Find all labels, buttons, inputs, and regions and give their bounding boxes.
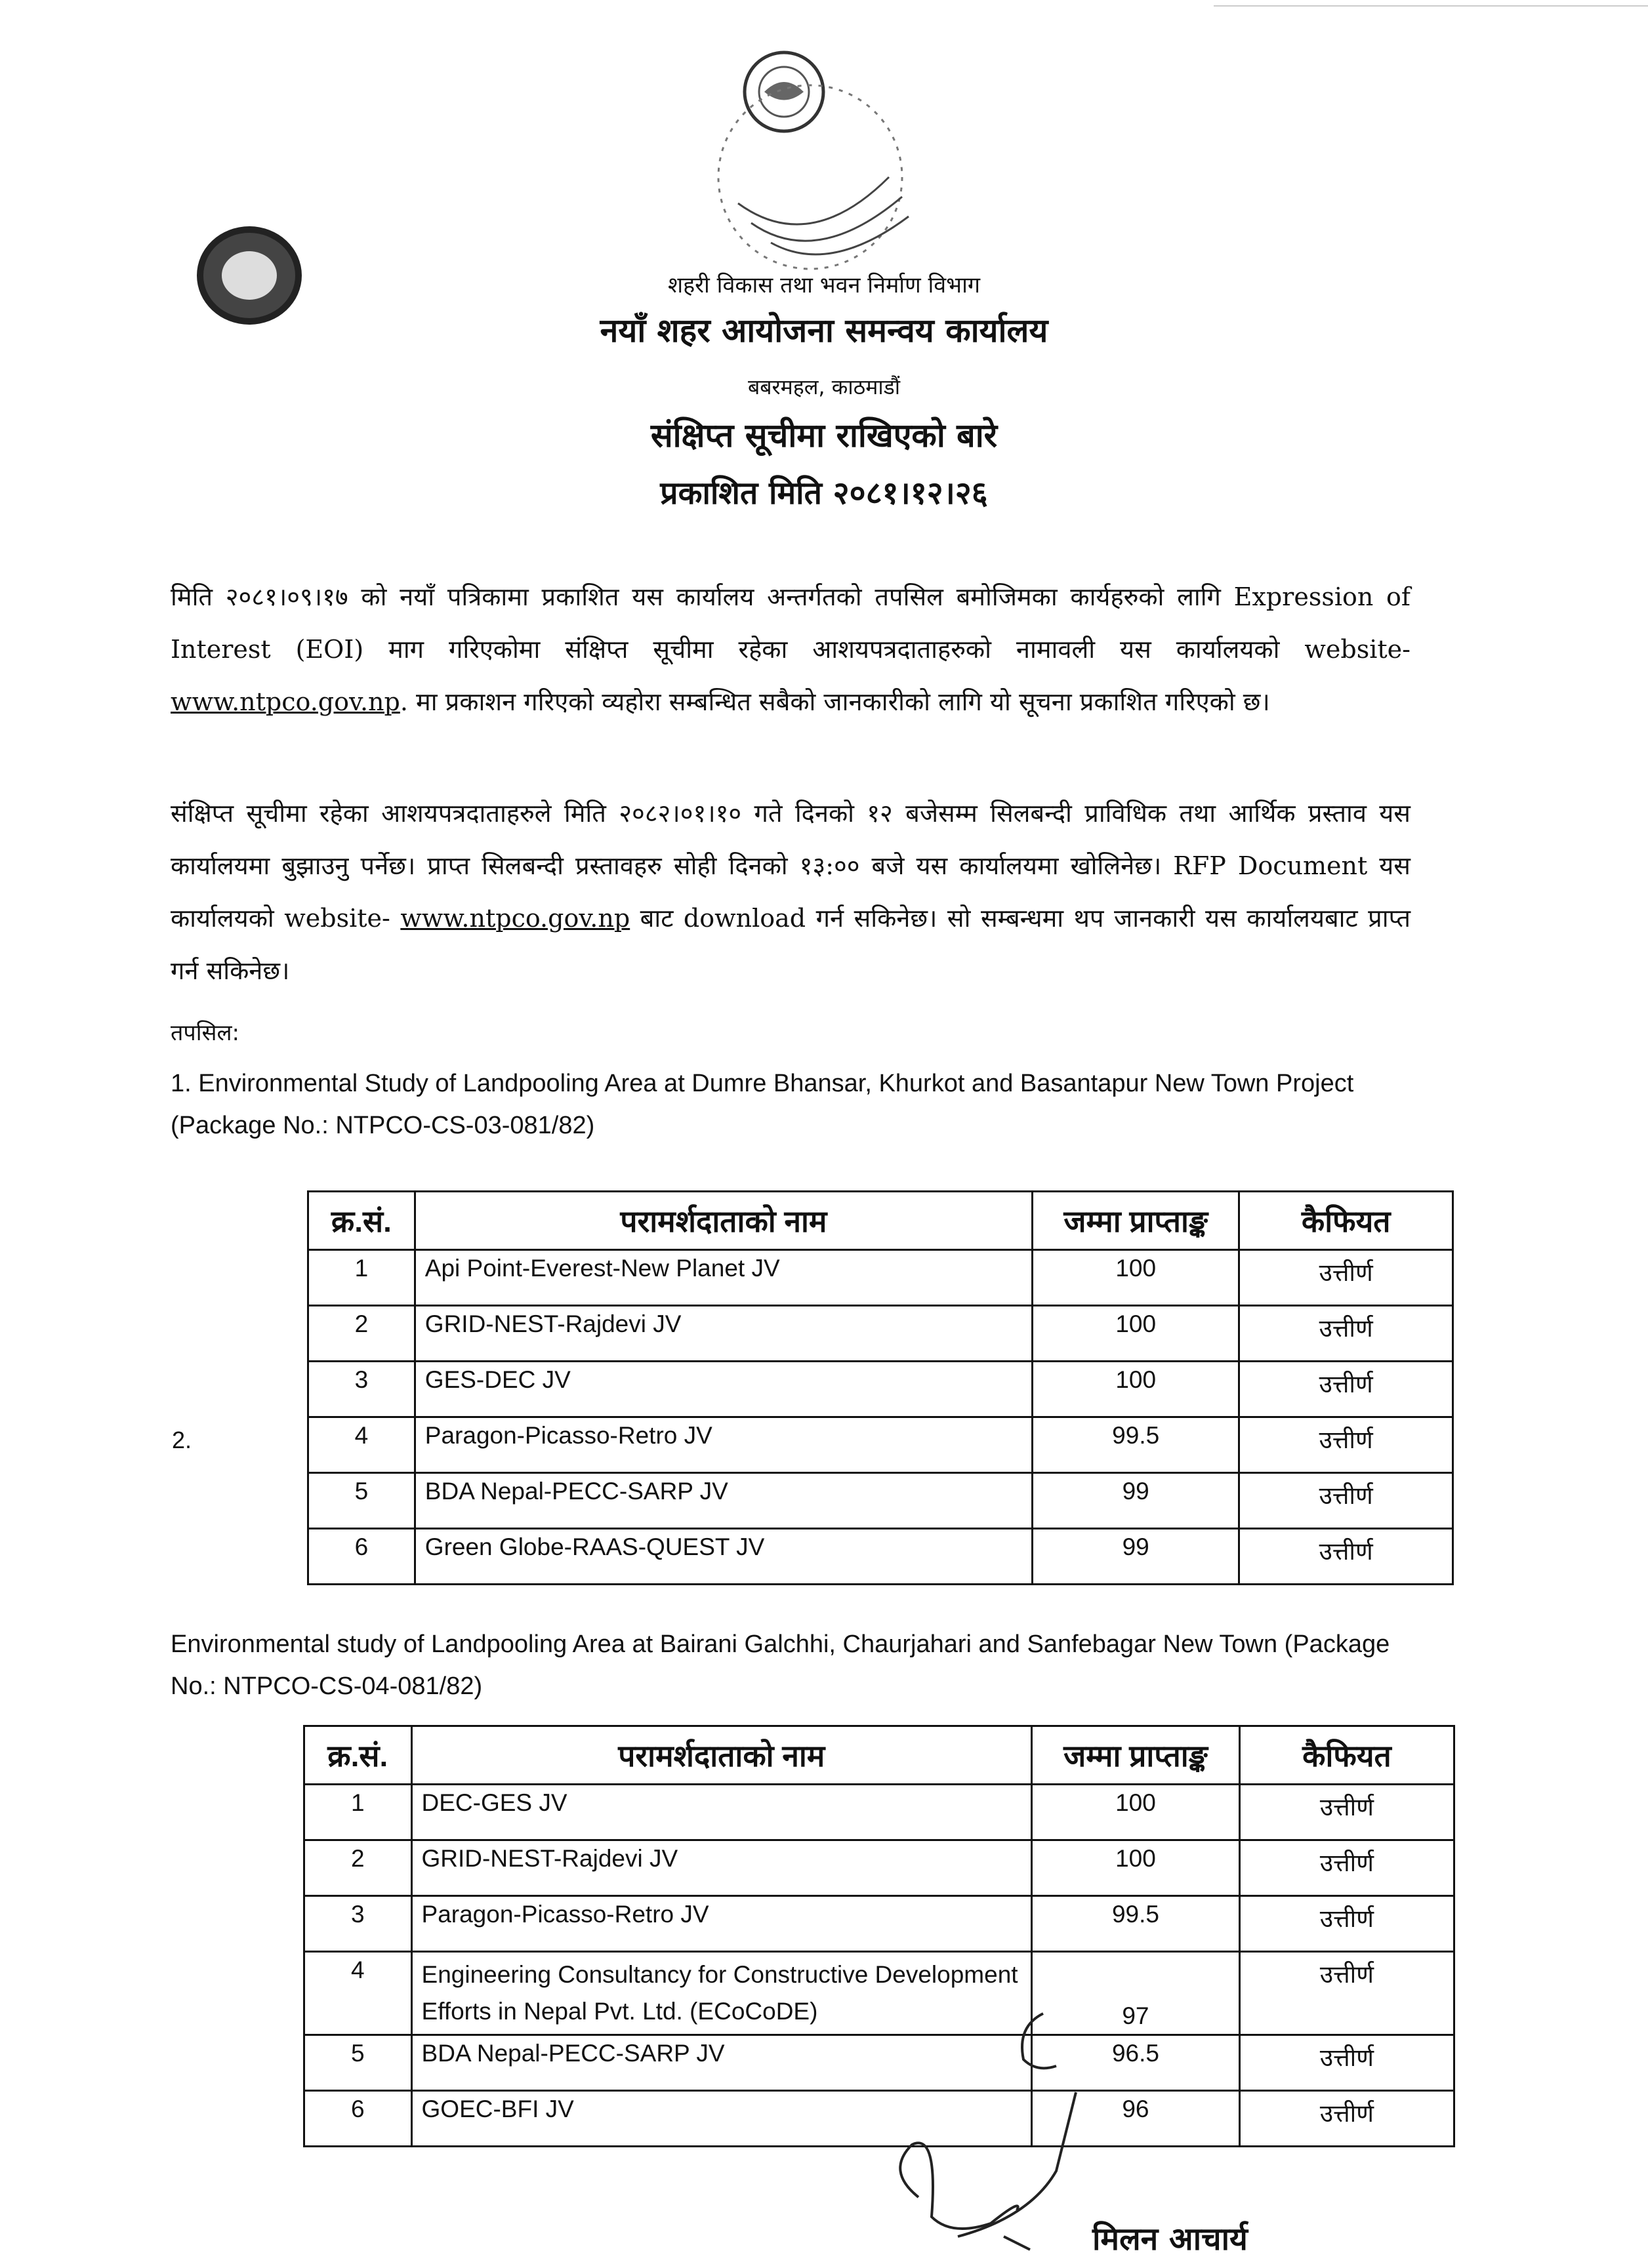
cell-serial: 6	[308, 1529, 415, 1585]
cell-score: 100	[1032, 1840, 1240, 1896]
cell-score: 100	[1032, 1785, 1240, 1840]
cell-score: 99.5	[1032, 1896, 1240, 1952]
signatory-name: मिलन आचार्य	[1092, 2221, 1248, 2258]
cell-remark: उत्तीर्ण	[1239, 1306, 1453, 1362]
cell-consultant: BDA Nepal-PECC-SARP JV	[411, 2035, 1031, 2091]
ministry-name: शहरी विकास तथा भवन निर्माण विभाग	[667, 272, 981, 298]
header-total-score: जम्मा प्राप्ताङ्क	[1032, 1726, 1240, 1785]
cell-serial: 2	[308, 1306, 415, 1362]
cell-score: 100	[1032, 1306, 1239, 1362]
cell-score: 99	[1032, 1473, 1239, 1529]
header-serial: क्र.सं.	[304, 1726, 412, 1785]
table-row	[304, 1840, 1454, 1896]
website-link-2[interactable]: www.ntpco.gov.np	[400, 904, 630, 933]
package-1-title: 1. Environmental Study of Landpooling Area at Dumre Bhansar, Khurkot and Basantapur New Town Project (Package No.: NTPCO-CS-03-081/82)	[171, 1070, 1354, 1139]
header-consultant-name: परामर्शदाताको नाम	[415, 1192, 1032, 1250]
cell-consultant: Engineering Consultancy for Constructive Development Efforts in Nepal Pvt. Ltd. (ECoCoDE)	[411, 1952, 1031, 2035]
table-row	[304, 1896, 1454, 1952]
cell-remark: उत्तीर्ण	[1239, 1952, 1454, 2035]
cell-remark: उत्तीर्ण	[1239, 1785, 1454, 1840]
cell-score: 97	[1032, 1952, 1240, 2035]
cell-consultant: Paragon-Picasso-Retro JV	[411, 1896, 1031, 1952]
table-row	[308, 1362, 1453, 1417]
package-1-table	[307, 1190, 1454, 1585]
cell-remark: उत्तीर्ण	[1239, 1896, 1454, 1952]
cell-consultant: Api Point-Everest-New Planet JV	[415, 1250, 1032, 1306]
cell-serial: 3	[304, 1896, 412, 1952]
cell-serial: 3	[308, 1362, 415, 1417]
office-name: नयाँ शहर आयोजना समन्वय कार्यालय	[600, 312, 1048, 350]
schedule-label: तपसिल:	[171, 1020, 239, 1046]
cell-remark: उत्तीर्ण	[1239, 1473, 1453, 1529]
website-link-1[interactable]: www.ntpco.gov.np	[171, 687, 400, 716]
cell-serial: 5	[304, 2035, 412, 2091]
table-row	[308, 1306, 1453, 1362]
cell-remark: उत्तीर्ण	[1239, 1529, 1453, 1585]
table-row	[308, 1417, 1453, 1473]
table-row	[308, 1529, 1453, 1585]
table-row	[308, 1473, 1453, 1529]
scan-edge-line	[1214, 5, 1648, 7]
table-header-row	[304, 1726, 1454, 1785]
cell-score: 99	[1032, 1529, 1239, 1585]
paragraph-2-text-a: संक्षिप्त सूचीमा रहेका आशयपत्रदाताहरुले मिति २०८२।०१।१० गते दिनको १२ बजेसम्म सिलबन्दी प्राविधिक तथा आर्थिक प्रस्ताव यस कार्यालयमा बुझाउनु पर्नेछ। प्राप्त सिलबन्दी प्रस्तावहरु सोही दिनको १३:०० बजे यस कार्यालयमा खोलिनेछ। RFP Document यस कार्यालयको website-	[171, 799, 1411, 933]
paragraph-1	[171, 571, 1411, 728]
cell-consultant: GRID-NEST-Rajdevi JV	[411, 1840, 1031, 1896]
package-2-title: Environmental study of Landpooling Area at Bairani Galchhi, Chaurjahari and Sanfebagar New Town (Package No.: NTPCO-CS-04-081/82)	[171, 1630, 1390, 1700]
office-address: बबरमहल, काठमाडौं	[747, 375, 901, 399]
header-serial: क्र.सं.	[308, 1192, 415, 1250]
cell-score: 96.5	[1032, 2035, 1240, 2091]
cell-consultant: Green Globe-RAAS-QUEST JV	[415, 1529, 1032, 1585]
cell-consultant: DEC-GES JV	[411, 1785, 1031, 1840]
paragraph-2-text-b: बाट download गर्न सकिनेछ। सो सम्बन्धमा थप जानकारी यस कार्यालयबाट प्राप्त गर्न सकिनेछ।	[171, 904, 1411, 985]
cell-score: 100	[1032, 1250, 1239, 1306]
cell-serial: 1	[308, 1250, 415, 1306]
header-remarks: कैफियत	[1239, 1726, 1454, 1785]
office-seal-stamp	[712, 46, 922, 282]
paragraph-2	[171, 787, 1411, 997]
notice-subject: संक्षिप्त सूचीमा राखिएको बारे	[650, 416, 998, 455]
cell-remark: उत्तीर्ण	[1239, 1840, 1454, 1896]
paragraph-1-text-a: मिति २०८१।०९।१७ को नयाँ पत्रिकामा प्रकाशित यस कार्यालय अन्तर्गतको तपसिल बमोजिमका कार्यहरुको लागि Expression of Interest (EOI) माग गरिएकोमा संक्षिप्त सूचीमा रहेका आशयपत्रदाताहरुको नामावली यस कार्यालयको website-	[171, 582, 1411, 664]
cell-serial: 6	[304, 2091, 412, 2147]
header-remarks: कैफियत	[1239, 1192, 1453, 1250]
cell-score: 100	[1032, 1362, 1239, 1417]
table-header-row	[308, 1192, 1453, 1250]
header-total-score: जम्मा प्राप्ताङ्क	[1032, 1192, 1239, 1250]
table-row	[308, 1250, 1453, 1306]
cell-serial: 4	[304, 1952, 412, 2035]
cell-remark: उत्तीर्ण	[1239, 1362, 1453, 1417]
cell-serial: 5	[308, 1473, 415, 1529]
cell-remark: उत्तीर्ण	[1239, 2091, 1454, 2147]
cell-consultant: GES-DEC JV	[415, 1362, 1032, 1417]
cell-consultant: BDA Nepal-PECC-SARP JV	[415, 1473, 1032, 1529]
cell-serial: 2	[304, 1840, 412, 1896]
cell-remark: उत्तीर्ण	[1239, 1417, 1453, 1473]
table-row	[304, 1785, 1454, 1840]
package-2-number: 2.	[172, 1427, 192, 1453]
cell-score: 99.5	[1032, 1417, 1239, 1473]
published-date: प्रकाशित मिति २०८१।१२।२६	[660, 475, 988, 512]
header-consultant-name: परामर्शदाताको नाम	[411, 1726, 1031, 1785]
cell-consultant: GOEC-BFI JV	[411, 2091, 1031, 2147]
cell-score: 96	[1032, 2091, 1240, 2147]
paragraph-1-text-b: . मा प्रकाशन गरिएको व्यहोरा सम्बन्धित सबैको जानकारीको लागि यो सूचना प्रकाशित गरिएको छ।	[400, 687, 1270, 716]
cell-serial: 4	[308, 1417, 415, 1473]
cell-remark: उत्तीर्ण	[1239, 2035, 1454, 2091]
cell-consultant: Paragon-Picasso-Retro JV	[415, 1417, 1032, 1473]
cell-remark: उत्तीर्ण	[1239, 1250, 1453, 1306]
cell-consultant: GRID-NEST-Rajdevi JV	[415, 1306, 1032, 1362]
cell-serial: 1	[304, 1785, 412, 1840]
